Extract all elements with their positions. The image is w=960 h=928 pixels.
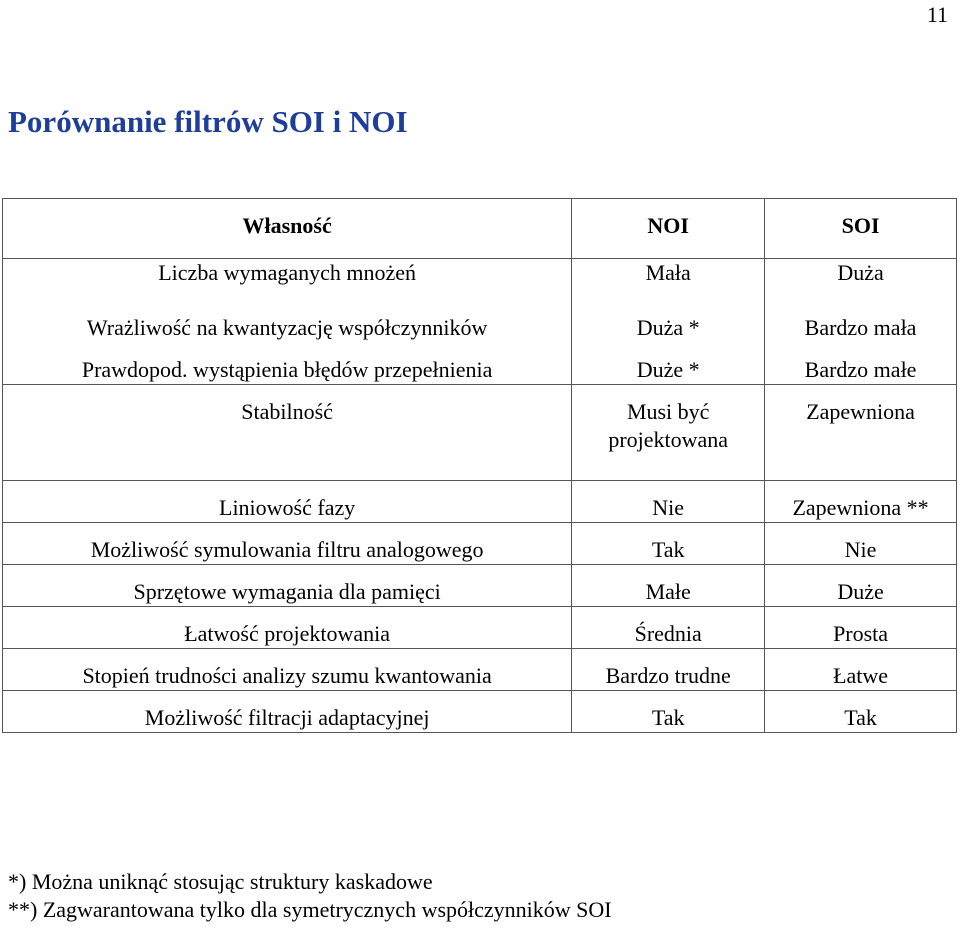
page-title: Porównanie filtrów SOI i NOI [8,104,408,139]
table-row [3,481,957,523]
soi-cell: Duża [765,259,957,301]
property-cell: Liniowość fazy [3,481,572,523]
property-cell: Łatwość projektowania [3,607,572,649]
noi-cell: Duża * [572,301,765,343]
table-header-row [3,199,957,259]
table-row [3,649,957,691]
soi-cell: Prosta [765,607,957,649]
table-row [3,259,957,301]
table-row [3,343,957,385]
property-cell: Możliwość symulowania filtru analogowego [3,523,572,565]
soi-cell: Łatwe [765,649,957,691]
property-cell: Możliwość filtracji adaptacyjnej [3,691,572,733]
noi-cell: Mała [572,259,765,301]
header-property: Własność [3,199,572,259]
soi-cell: Tak [765,691,957,733]
property-cell: Prawdopod. wystąpienia błędów przepełnienia [3,343,572,385]
table-row [3,565,957,607]
property-cell: Liczba wymaganych mnożeń [3,259,572,301]
table-row [3,523,957,565]
table-row [3,607,957,649]
noi-cell: Nie [572,481,765,523]
footnote-2: **) Zagwarantowana tylko dla symetrycznych współczynników SOI [8,897,612,922]
noi-cell: Bardzo trudne [572,649,765,691]
table-row [3,301,957,343]
noi-cell: Duże * [572,343,765,385]
soi-cell: Nie [765,523,957,565]
soi-cell: Duże [765,565,957,607]
header-soi: SOI [765,199,957,259]
soi-cell: Zapewniona ** [765,481,957,523]
property-cell: Sprzętowe wymagania dla pamięci [3,565,572,607]
table-row [3,691,957,733]
noi-cell: Musi być projektowana [572,385,765,481]
header-noi: NOI [572,199,765,259]
soi-cell: Bardzo mała [765,301,957,343]
soi-cell: Zapewniona [765,385,957,481]
property-cell: Wrażliwość na kwantyzację współczynników [3,301,572,343]
noi-cell: Średnia [572,607,765,649]
page-number: 11 [926,2,948,27]
table-row [3,385,957,481]
footnotes [8,868,612,924]
noi-cell: Tak [572,691,765,733]
footnote-1: *) Można uniknąć stosując struktury kaskadowe [8,869,433,894]
soi-cell: Bardzo małe [765,343,957,385]
property-cell: Stabilność [3,385,572,481]
noi-cell: Tak [572,523,765,565]
noi-cell: Małe [572,565,765,607]
property-cell: Stopień trudności analizy szumu kwantowania [3,649,572,691]
comparison-table [2,198,957,733]
